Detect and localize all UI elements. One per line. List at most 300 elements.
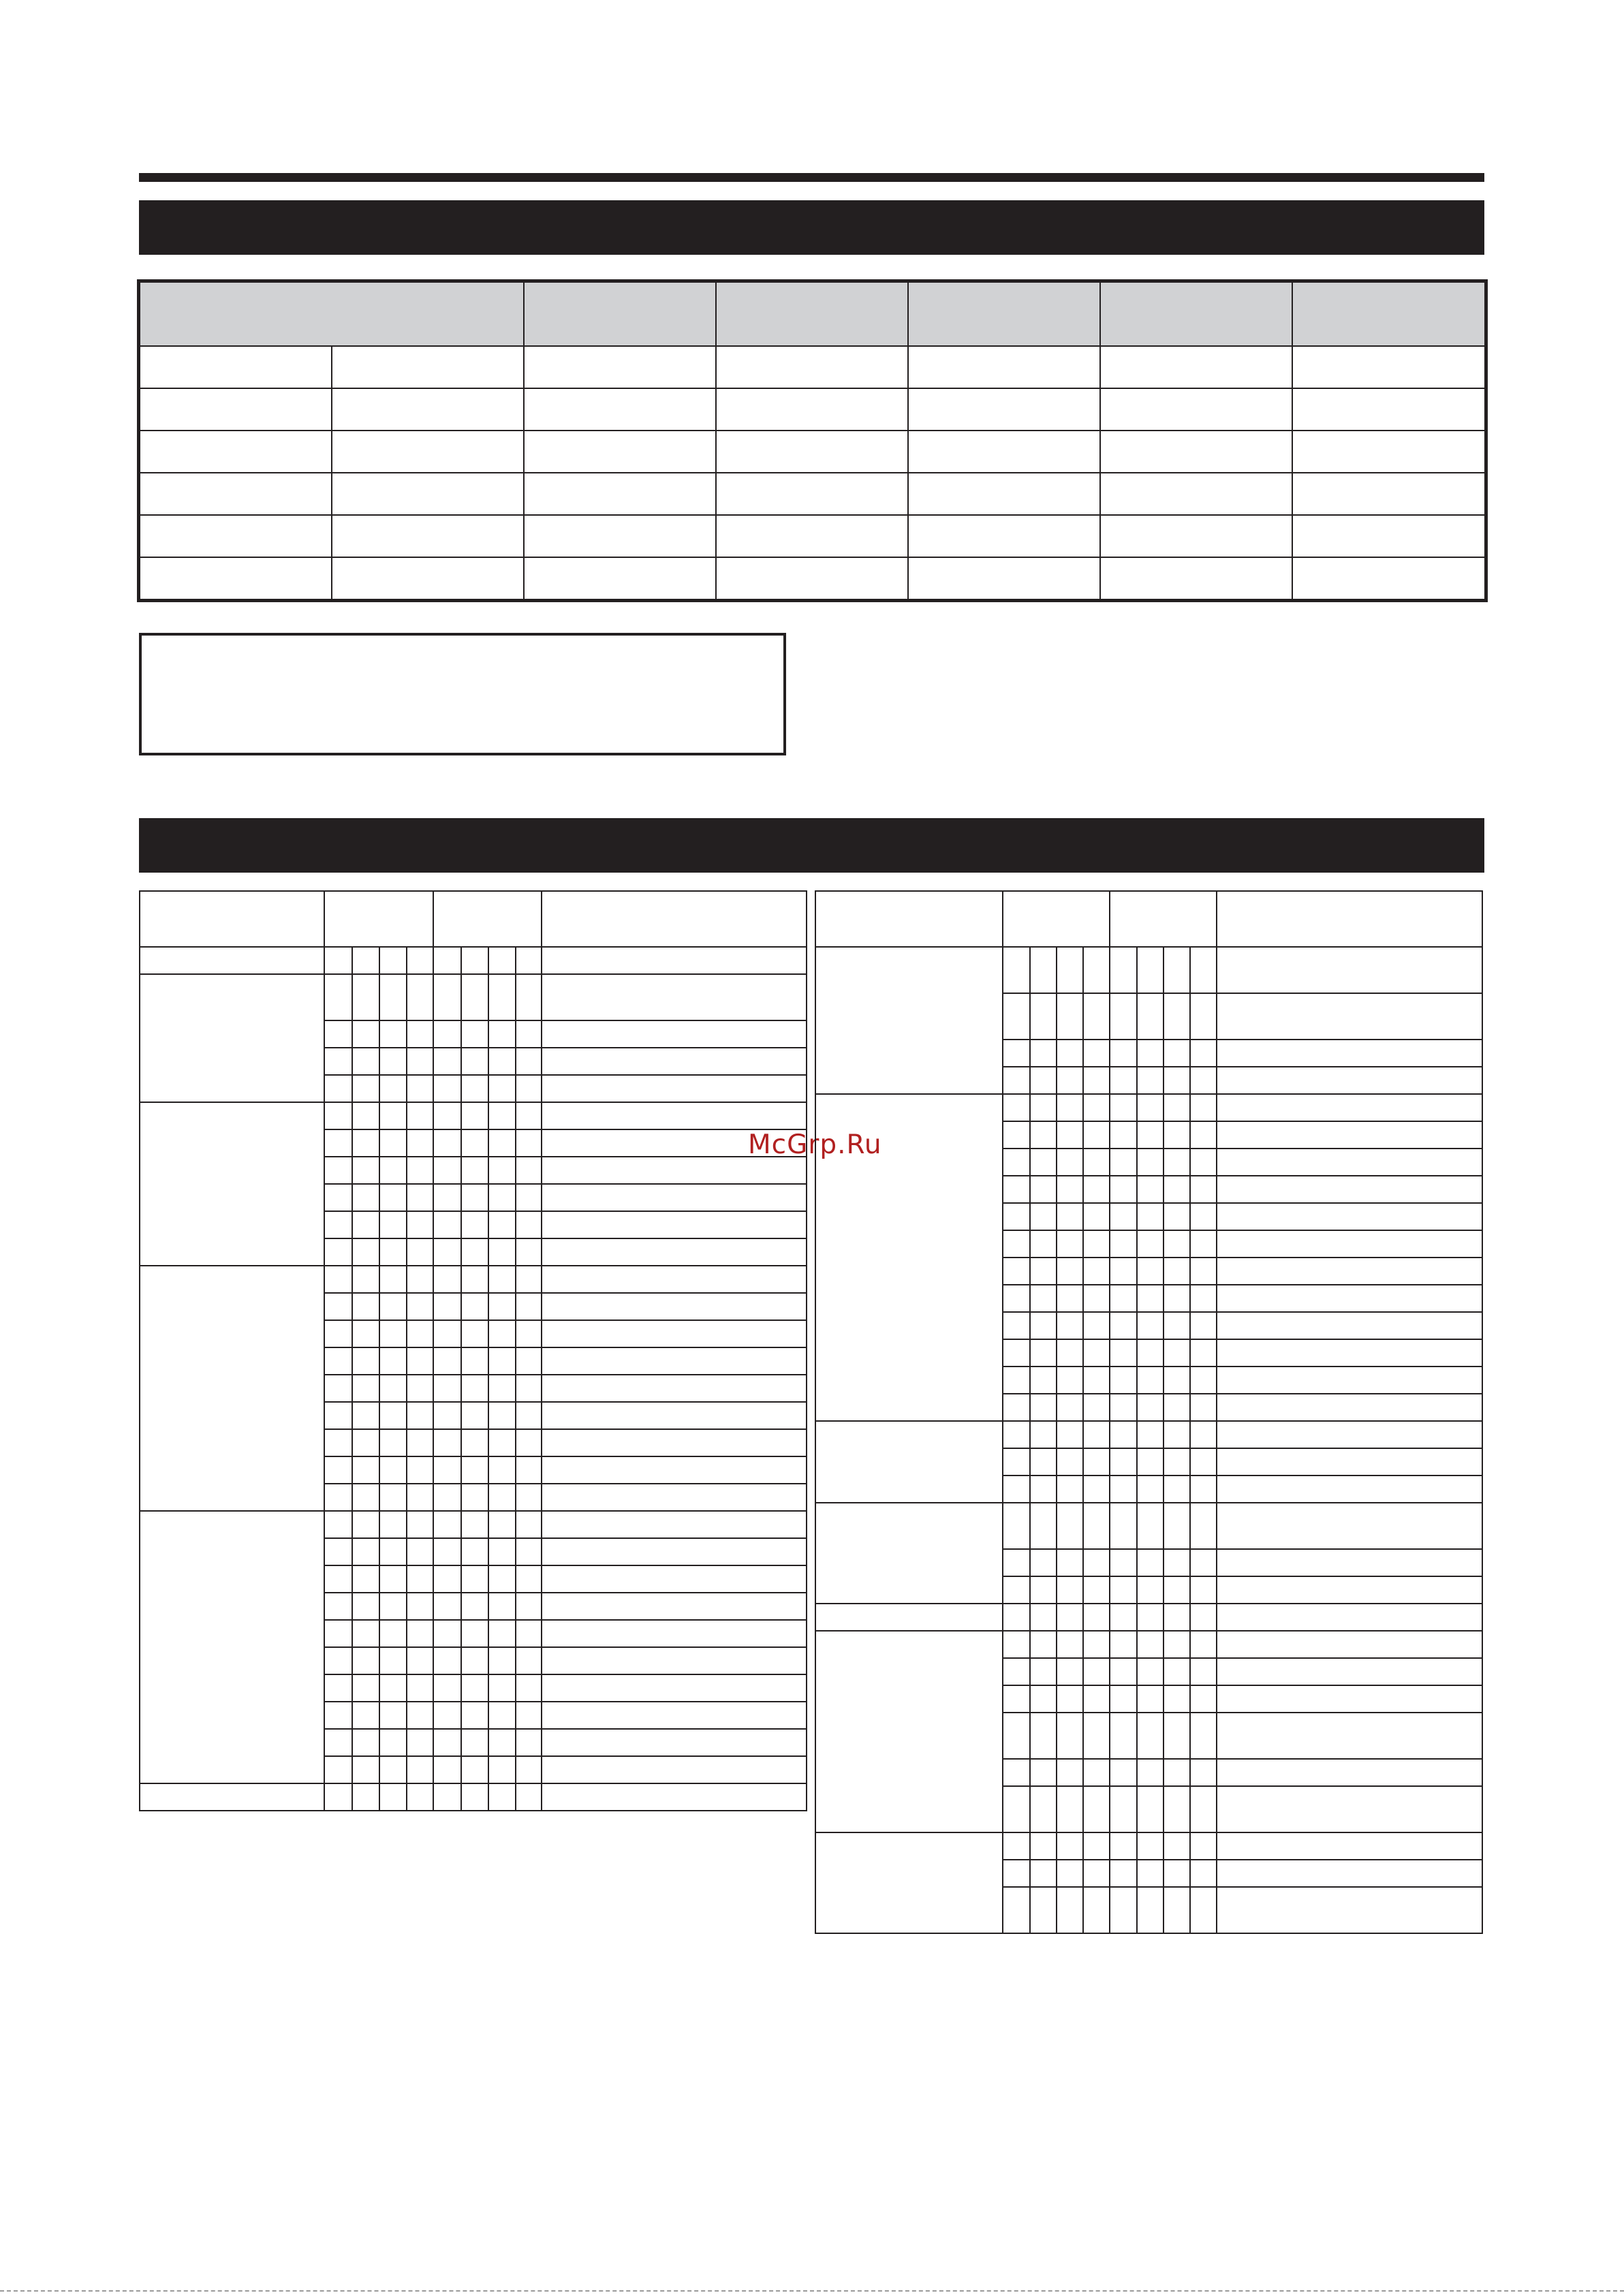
grid-check-cell bbox=[461, 1375, 488, 1402]
grid-description-cell bbox=[1217, 1832, 1482, 1860]
grid-check-cell bbox=[379, 1484, 407, 1511]
grid-check-cell bbox=[1003, 1576, 1030, 1604]
grid-check-cell bbox=[1164, 947, 1190, 993]
grid-check-cell bbox=[516, 1593, 542, 1620]
grid-check-cell bbox=[1003, 1149, 1030, 1176]
grid-group-label-cell bbox=[815, 1604, 1003, 1631]
grid-check-cell bbox=[516, 1266, 542, 1293]
grid-check-cell bbox=[488, 1456, 516, 1484]
grid-check-cell bbox=[1057, 1860, 1083, 1887]
grid-check-cell bbox=[516, 1375, 542, 1402]
grid-check-cell bbox=[433, 1184, 461, 1211]
spec-table-cell bbox=[908, 557, 1100, 599]
grid-group-label-cell bbox=[140, 1511, 324, 1783]
grid-check-cell bbox=[488, 1293, 516, 1320]
grid-check-cell bbox=[488, 1129, 516, 1157]
grid-check-cell bbox=[461, 1456, 488, 1484]
grid-row bbox=[815, 1421, 1482, 1448]
grid-check-cell bbox=[1164, 1312, 1190, 1339]
grid-check-cell bbox=[1057, 993, 1083, 1040]
grid-check-cell bbox=[324, 1293, 352, 1320]
grid-check-cell bbox=[379, 1538, 407, 1565]
grid-check-cell bbox=[488, 974, 516, 1020]
grid-check-cell bbox=[379, 1238, 407, 1266]
grid-check-cell bbox=[1057, 1448, 1083, 1476]
grid-check-cell bbox=[1137, 1448, 1164, 1476]
grid-group-label-cell bbox=[815, 1503, 1003, 1604]
grid-check-cell bbox=[352, 1375, 379, 1402]
grid-check-cell bbox=[433, 1702, 461, 1729]
grid-check-cell bbox=[1110, 1121, 1137, 1149]
grid-check-cell bbox=[1083, 1604, 1110, 1631]
grid-description-cell bbox=[1217, 1394, 1482, 1421]
grid-description-cell bbox=[542, 1538, 807, 1565]
grid-check-cell bbox=[352, 1402, 379, 1429]
grid-check-cell bbox=[488, 1565, 516, 1593]
grid-check-cell bbox=[1137, 1759, 1164, 1786]
spec-table-cell bbox=[524, 557, 716, 599]
grid-check-cell bbox=[352, 974, 379, 1020]
grid-check-cell bbox=[433, 1320, 461, 1347]
grid-check-cell bbox=[516, 1565, 542, 1593]
grid-description-cell bbox=[1217, 1604, 1482, 1631]
grid-check-cell bbox=[433, 974, 461, 1020]
grid-description-cell bbox=[1217, 1367, 1482, 1394]
grid-check-cell bbox=[407, 1429, 433, 1456]
grid-check-cell bbox=[352, 1620, 379, 1647]
grid-check-cell bbox=[461, 1620, 488, 1647]
spec-header-cell bbox=[908, 282, 1100, 346]
grid-description-cell bbox=[542, 1020, 807, 1048]
grid-check-cell bbox=[1190, 1285, 1217, 1312]
grid-description-cell bbox=[542, 1593, 807, 1620]
grid-check-cell bbox=[1057, 1576, 1083, 1604]
grid-check-cell bbox=[1083, 1448, 1110, 1476]
grid-description-cell bbox=[1217, 1759, 1482, 1786]
grid-check-cell bbox=[1030, 1476, 1057, 1503]
grid-check-cell bbox=[379, 1075, 407, 1102]
spec-table-cell bbox=[332, 515, 524, 557]
grid-description-cell bbox=[1217, 1203, 1482, 1230]
grid-check-cell bbox=[1057, 1887, 1083, 1933]
watermark-text: McGrp.Ru bbox=[748, 1129, 882, 1160]
spec-header-cell bbox=[1100, 282, 1292, 346]
grid-check-cell bbox=[461, 1075, 488, 1102]
grid-check-cell bbox=[433, 1565, 461, 1593]
grid-description-cell bbox=[542, 1102, 807, 1129]
spec-table-row bbox=[140, 515, 1485, 557]
grid-check-cell bbox=[407, 1484, 433, 1511]
grid-check-cell bbox=[1003, 1258, 1030, 1285]
grid-check-cell bbox=[516, 1238, 542, 1266]
grid-check-cell bbox=[488, 1620, 516, 1647]
function-grid-left bbox=[139, 890, 807, 1811]
grid-check-cell bbox=[1030, 1713, 1057, 1759]
spec-table-cell bbox=[908, 515, 1100, 557]
grid-check-cell bbox=[1137, 1094, 1164, 1121]
grid-check-cell bbox=[516, 1020, 542, 1048]
grid-group-label-cell bbox=[815, 1094, 1003, 1421]
grid-check-cell bbox=[1110, 1285, 1137, 1312]
grid-check-cell bbox=[1003, 1860, 1030, 1887]
spec-table-cell bbox=[332, 473, 524, 515]
grid-check-cell bbox=[379, 1729, 407, 1756]
grid-check-cell bbox=[1164, 1094, 1190, 1121]
grid-check-cell bbox=[407, 1538, 433, 1565]
grid-check-cell bbox=[407, 1375, 433, 1402]
grid-check-cell bbox=[516, 1756, 542, 1783]
grid-header-row bbox=[815, 891, 1482, 947]
grid-check-cell bbox=[352, 1293, 379, 1320]
grid-check-cell bbox=[379, 1102, 407, 1129]
grid-check-cell bbox=[407, 1320, 433, 1347]
grid-check-cell bbox=[324, 1647, 352, 1674]
grid-check-cell bbox=[1057, 1367, 1083, 1394]
grid-check-cell bbox=[1110, 1421, 1137, 1448]
grid-check-cell bbox=[1003, 1067, 1030, 1094]
grid-description-cell bbox=[542, 1347, 807, 1375]
grid-description-cell bbox=[542, 1756, 807, 1783]
spec-table-cell bbox=[716, 388, 908, 431]
grid-description-cell bbox=[542, 974, 807, 1020]
grid-check-cell bbox=[488, 1048, 516, 1075]
grid-description-cell bbox=[542, 1565, 807, 1593]
grid-check-cell bbox=[488, 947, 516, 974]
grid-header-cell bbox=[140, 891, 324, 947]
grid-check-cell bbox=[1137, 1149, 1164, 1176]
grid-check-cell bbox=[433, 1729, 461, 1756]
grid-check-cell bbox=[1057, 1658, 1083, 1685]
grid-check-cell bbox=[516, 1429, 542, 1456]
grid-check-cell bbox=[1030, 993, 1057, 1040]
grid-check-cell bbox=[1137, 1339, 1164, 1367]
spec-header-cell bbox=[1292, 282, 1485, 346]
grid-check-cell bbox=[1057, 1230, 1083, 1258]
grid-check-cell bbox=[488, 1702, 516, 1729]
grid-check-cell bbox=[1137, 1285, 1164, 1312]
grid-check-cell bbox=[352, 1102, 379, 1129]
spec-table-cell bbox=[140, 515, 332, 557]
grid-group-label-cell bbox=[815, 1631, 1003, 1832]
grid-header-cell bbox=[324, 891, 433, 947]
grid-check-cell bbox=[461, 1565, 488, 1593]
grid-check-cell bbox=[1164, 1685, 1190, 1713]
grid-check-cell bbox=[379, 1048, 407, 1075]
grid-check-cell bbox=[1030, 1394, 1057, 1421]
grid-check-cell bbox=[1003, 1367, 1030, 1394]
grid-check-cell bbox=[461, 974, 488, 1020]
grid-check-cell bbox=[1030, 1367, 1057, 1394]
grid-check-cell bbox=[1030, 1448, 1057, 1476]
grid-check-cell bbox=[433, 1620, 461, 1647]
grid-check-cell bbox=[433, 1266, 461, 1293]
grid-check-cell bbox=[1003, 1203, 1030, 1230]
grid-check-cell bbox=[407, 1129, 433, 1157]
spec-table-cell bbox=[716, 515, 908, 557]
grid-check-cell bbox=[1190, 947, 1217, 993]
grid-header-cell bbox=[1003, 891, 1110, 947]
grid-check-cell bbox=[379, 1647, 407, 1674]
grid-check-cell bbox=[433, 947, 461, 974]
grid-header-cell bbox=[542, 891, 807, 947]
grid-check-cell bbox=[1083, 1658, 1110, 1685]
grid-check-cell bbox=[352, 1565, 379, 1593]
grid-check-cell bbox=[1164, 1367, 1190, 1394]
grid-check-cell bbox=[488, 1075, 516, 1102]
grid-description-cell bbox=[542, 1375, 807, 1402]
grid-check-cell bbox=[1003, 1448, 1030, 1476]
grid-check-cell bbox=[461, 1674, 488, 1702]
grid-check-cell bbox=[379, 1129, 407, 1157]
grid-check-cell bbox=[1110, 1685, 1137, 1713]
grid-check-cell bbox=[1164, 1476, 1190, 1503]
grid-check-cell bbox=[379, 1020, 407, 1048]
grid-description-cell bbox=[1217, 1094, 1482, 1121]
grid-check-cell bbox=[1164, 1887, 1190, 1933]
grid-check-cell bbox=[488, 1320, 516, 1347]
grid-check-cell bbox=[516, 1538, 542, 1565]
grid-check-cell bbox=[1030, 1631, 1057, 1658]
spec-table-cell bbox=[1100, 473, 1292, 515]
grid-check-cell bbox=[1164, 1576, 1190, 1604]
spec-table-cell bbox=[1100, 431, 1292, 473]
grid-check-cell bbox=[1110, 1786, 1137, 1832]
grid-check-cell bbox=[407, 1211, 433, 1238]
grid-check-cell bbox=[461, 1266, 488, 1293]
grid-check-cell bbox=[1003, 947, 1030, 993]
grid-check-cell bbox=[1083, 1258, 1110, 1285]
grid-description-cell bbox=[542, 1320, 807, 1347]
grid-check-cell bbox=[1110, 947, 1137, 993]
grid-check-cell bbox=[324, 1320, 352, 1347]
grid-group-label-cell bbox=[140, 1783, 324, 1811]
grid-check-cell bbox=[1030, 1203, 1057, 1230]
function-grid-right bbox=[815, 890, 1483, 1934]
grid-check-cell bbox=[1003, 1786, 1030, 1832]
grid-check-cell bbox=[1164, 1339, 1190, 1367]
grid-row bbox=[140, 974, 807, 1020]
grid-check-cell bbox=[1030, 947, 1057, 993]
grid-check-cell bbox=[379, 1756, 407, 1783]
grid-check-cell bbox=[1137, 1176, 1164, 1203]
grid-check-cell bbox=[1083, 1786, 1110, 1832]
grid-check-cell bbox=[324, 1048, 352, 1075]
grid-check-cell bbox=[324, 1238, 352, 1266]
grid-check-cell bbox=[1083, 1285, 1110, 1312]
grid-check-cell bbox=[352, 1647, 379, 1674]
grid-check-cell bbox=[1057, 1258, 1083, 1285]
grid-group-label-cell bbox=[140, 1102, 324, 1266]
grid-check-cell bbox=[1110, 1860, 1137, 1887]
grid-check-cell bbox=[1083, 1503, 1110, 1549]
grid-check-cell bbox=[488, 1211, 516, 1238]
grid-check-cell bbox=[488, 1157, 516, 1184]
grid-description-cell bbox=[1217, 1476, 1482, 1503]
grid-description-cell bbox=[1217, 1149, 1482, 1176]
grid-check-cell bbox=[352, 1511, 379, 1538]
grid-check-cell bbox=[461, 1238, 488, 1266]
grid-check-cell bbox=[516, 1702, 542, 1729]
grid-check-cell bbox=[433, 1674, 461, 1702]
grid-check-cell bbox=[461, 1129, 488, 1157]
grid-check-cell bbox=[1110, 1476, 1137, 1503]
spec-table-cell bbox=[524, 388, 716, 431]
grid-check-cell bbox=[324, 1102, 352, 1129]
grid-check-cell bbox=[1003, 1713, 1030, 1759]
grid-check-cell bbox=[324, 1565, 352, 1593]
grid-header-cell bbox=[1110, 891, 1217, 947]
grid-check-cell bbox=[379, 1565, 407, 1593]
grid-check-cell bbox=[461, 1511, 488, 1538]
spec-table-row bbox=[140, 557, 1485, 599]
grid-check-cell bbox=[1190, 1786, 1217, 1832]
grid-check-cell bbox=[1003, 1685, 1030, 1713]
grid-check-cell bbox=[1030, 1258, 1057, 1285]
grid-check-cell bbox=[1110, 1040, 1137, 1067]
grid-check-cell bbox=[1003, 1604, 1030, 1631]
grid-check-cell bbox=[324, 1702, 352, 1729]
grid-check-cell bbox=[1003, 1285, 1030, 1312]
grid-check-cell bbox=[1164, 1230, 1190, 1258]
grid-check-cell bbox=[1190, 1394, 1217, 1421]
grid-check-cell bbox=[379, 1347, 407, 1375]
grid-check-cell bbox=[407, 1102, 433, 1129]
grid-check-cell bbox=[379, 1429, 407, 1456]
grid-description-cell bbox=[1217, 1658, 1482, 1685]
grid-check-cell bbox=[1164, 1832, 1190, 1860]
grid-check-cell bbox=[1083, 1121, 1110, 1149]
grid-description-cell bbox=[1217, 993, 1482, 1040]
grid-check-cell bbox=[1057, 1476, 1083, 1503]
grid-check-cell bbox=[324, 974, 352, 1020]
grid-check-cell bbox=[1164, 1176, 1190, 1203]
grid-description-cell bbox=[542, 1456, 807, 1484]
grid-check-cell bbox=[1083, 1887, 1110, 1933]
grid-check-cell bbox=[1137, 1258, 1164, 1285]
grid-check-cell bbox=[1057, 1421, 1083, 1448]
grid-check-cell bbox=[1083, 1713, 1110, 1759]
grid-description-cell bbox=[1217, 1285, 1482, 1312]
grid-check-cell bbox=[461, 1538, 488, 1565]
grid-check-cell bbox=[352, 1184, 379, 1211]
grid-check-cell bbox=[352, 1674, 379, 1702]
grid-check-cell bbox=[1164, 1040, 1190, 1067]
grid-group-label-cell bbox=[140, 1266, 324, 1511]
grid-check-cell bbox=[1003, 1658, 1030, 1685]
grid-check-cell bbox=[407, 1511, 433, 1538]
spec-table-cell bbox=[140, 388, 332, 431]
grid-description-cell bbox=[1217, 1040, 1482, 1067]
grid-description-cell bbox=[542, 1266, 807, 1293]
grid-check-cell bbox=[433, 1211, 461, 1238]
spec-header-cell bbox=[716, 282, 908, 346]
grid-check-cell bbox=[1137, 1832, 1164, 1860]
grid-check-cell bbox=[1083, 1367, 1110, 1394]
grid-check-cell bbox=[433, 1238, 461, 1266]
grid-check-cell bbox=[1083, 1203, 1110, 1230]
grid-check-cell bbox=[488, 1375, 516, 1402]
grid-check-cell bbox=[461, 1756, 488, 1783]
grid-check-cell bbox=[1137, 1230, 1164, 1258]
grid-check-cell bbox=[1003, 1040, 1030, 1067]
grid-check-cell bbox=[1083, 1394, 1110, 1421]
grid-check-cell bbox=[1057, 1685, 1083, 1713]
grid-check-cell bbox=[1137, 1713, 1164, 1759]
grid-check-cell bbox=[1057, 1040, 1083, 1067]
grid-check-cell bbox=[516, 1674, 542, 1702]
grid-check-cell bbox=[1057, 1786, 1083, 1832]
grid-check-cell bbox=[433, 1783, 461, 1811]
grid-check-cell bbox=[1137, 1860, 1164, 1887]
grid-check-cell bbox=[379, 1674, 407, 1702]
grid-check-cell bbox=[1190, 1832, 1217, 1860]
spec-table-row bbox=[140, 388, 1485, 431]
spec-table-cell bbox=[716, 557, 908, 599]
grid-check-cell bbox=[433, 1456, 461, 1484]
grid-description-cell bbox=[1217, 947, 1482, 993]
grid-check-cell bbox=[1110, 1887, 1137, 1933]
grid-check-cell bbox=[407, 1783, 433, 1811]
grid-check-cell bbox=[1164, 1149, 1190, 1176]
grid-check-cell bbox=[1030, 1503, 1057, 1549]
grid-check-cell bbox=[1190, 1367, 1217, 1394]
grid-check-cell bbox=[1164, 1067, 1190, 1094]
grid-description-cell bbox=[542, 1129, 807, 1157]
grid-header-cell bbox=[433, 891, 542, 947]
grid-check-cell bbox=[324, 1184, 352, 1211]
grid-check-cell bbox=[461, 1429, 488, 1456]
spec-table-cell bbox=[1100, 388, 1292, 431]
grid-check-cell bbox=[488, 1402, 516, 1429]
spec-table-cell bbox=[332, 557, 524, 599]
grid-check-cell bbox=[461, 1647, 488, 1674]
grid-check-cell bbox=[407, 974, 433, 1020]
grid-check-cell bbox=[407, 1402, 433, 1429]
grid-check-cell bbox=[1137, 1067, 1164, 1094]
grid-check-cell bbox=[352, 1129, 379, 1157]
grid-description-cell bbox=[542, 1184, 807, 1211]
grid-description-cell bbox=[1217, 1631, 1482, 1658]
grid-check-cell bbox=[516, 1456, 542, 1484]
grid-check-cell bbox=[379, 1157, 407, 1184]
grid-check-cell bbox=[433, 1484, 461, 1511]
grid-check-cell bbox=[1110, 1631, 1137, 1658]
grid-check-cell bbox=[1137, 947, 1164, 993]
grid-description-cell bbox=[1217, 1067, 1482, 1094]
grid-row bbox=[815, 1631, 1482, 1658]
grid-check-cell bbox=[352, 1538, 379, 1565]
grid-check-cell bbox=[1003, 1503, 1030, 1549]
grid-check-cell bbox=[1190, 1149, 1217, 1176]
grid-check-cell bbox=[433, 1048, 461, 1075]
grid-check-cell bbox=[379, 1593, 407, 1620]
grid-description-cell bbox=[542, 1511, 807, 1538]
grid-check-cell bbox=[1030, 1067, 1057, 1094]
grid-check-cell bbox=[1164, 1203, 1190, 1230]
grid-check-cell bbox=[1137, 1040, 1164, 1067]
grid-check-cell bbox=[379, 1266, 407, 1293]
grid-description-cell bbox=[542, 1620, 807, 1647]
grid-description-cell bbox=[1217, 1549, 1482, 1576]
grid-check-cell bbox=[1137, 1121, 1164, 1149]
grid-check-cell bbox=[433, 1593, 461, 1620]
grid-check-cell bbox=[1003, 1759, 1030, 1786]
grid-check-cell bbox=[352, 1484, 379, 1511]
grid-check-cell bbox=[352, 1075, 379, 1102]
spec-table-cell bbox=[1292, 431, 1485, 473]
grid-row bbox=[140, 1511, 807, 1538]
grid-check-cell bbox=[1110, 1067, 1137, 1094]
